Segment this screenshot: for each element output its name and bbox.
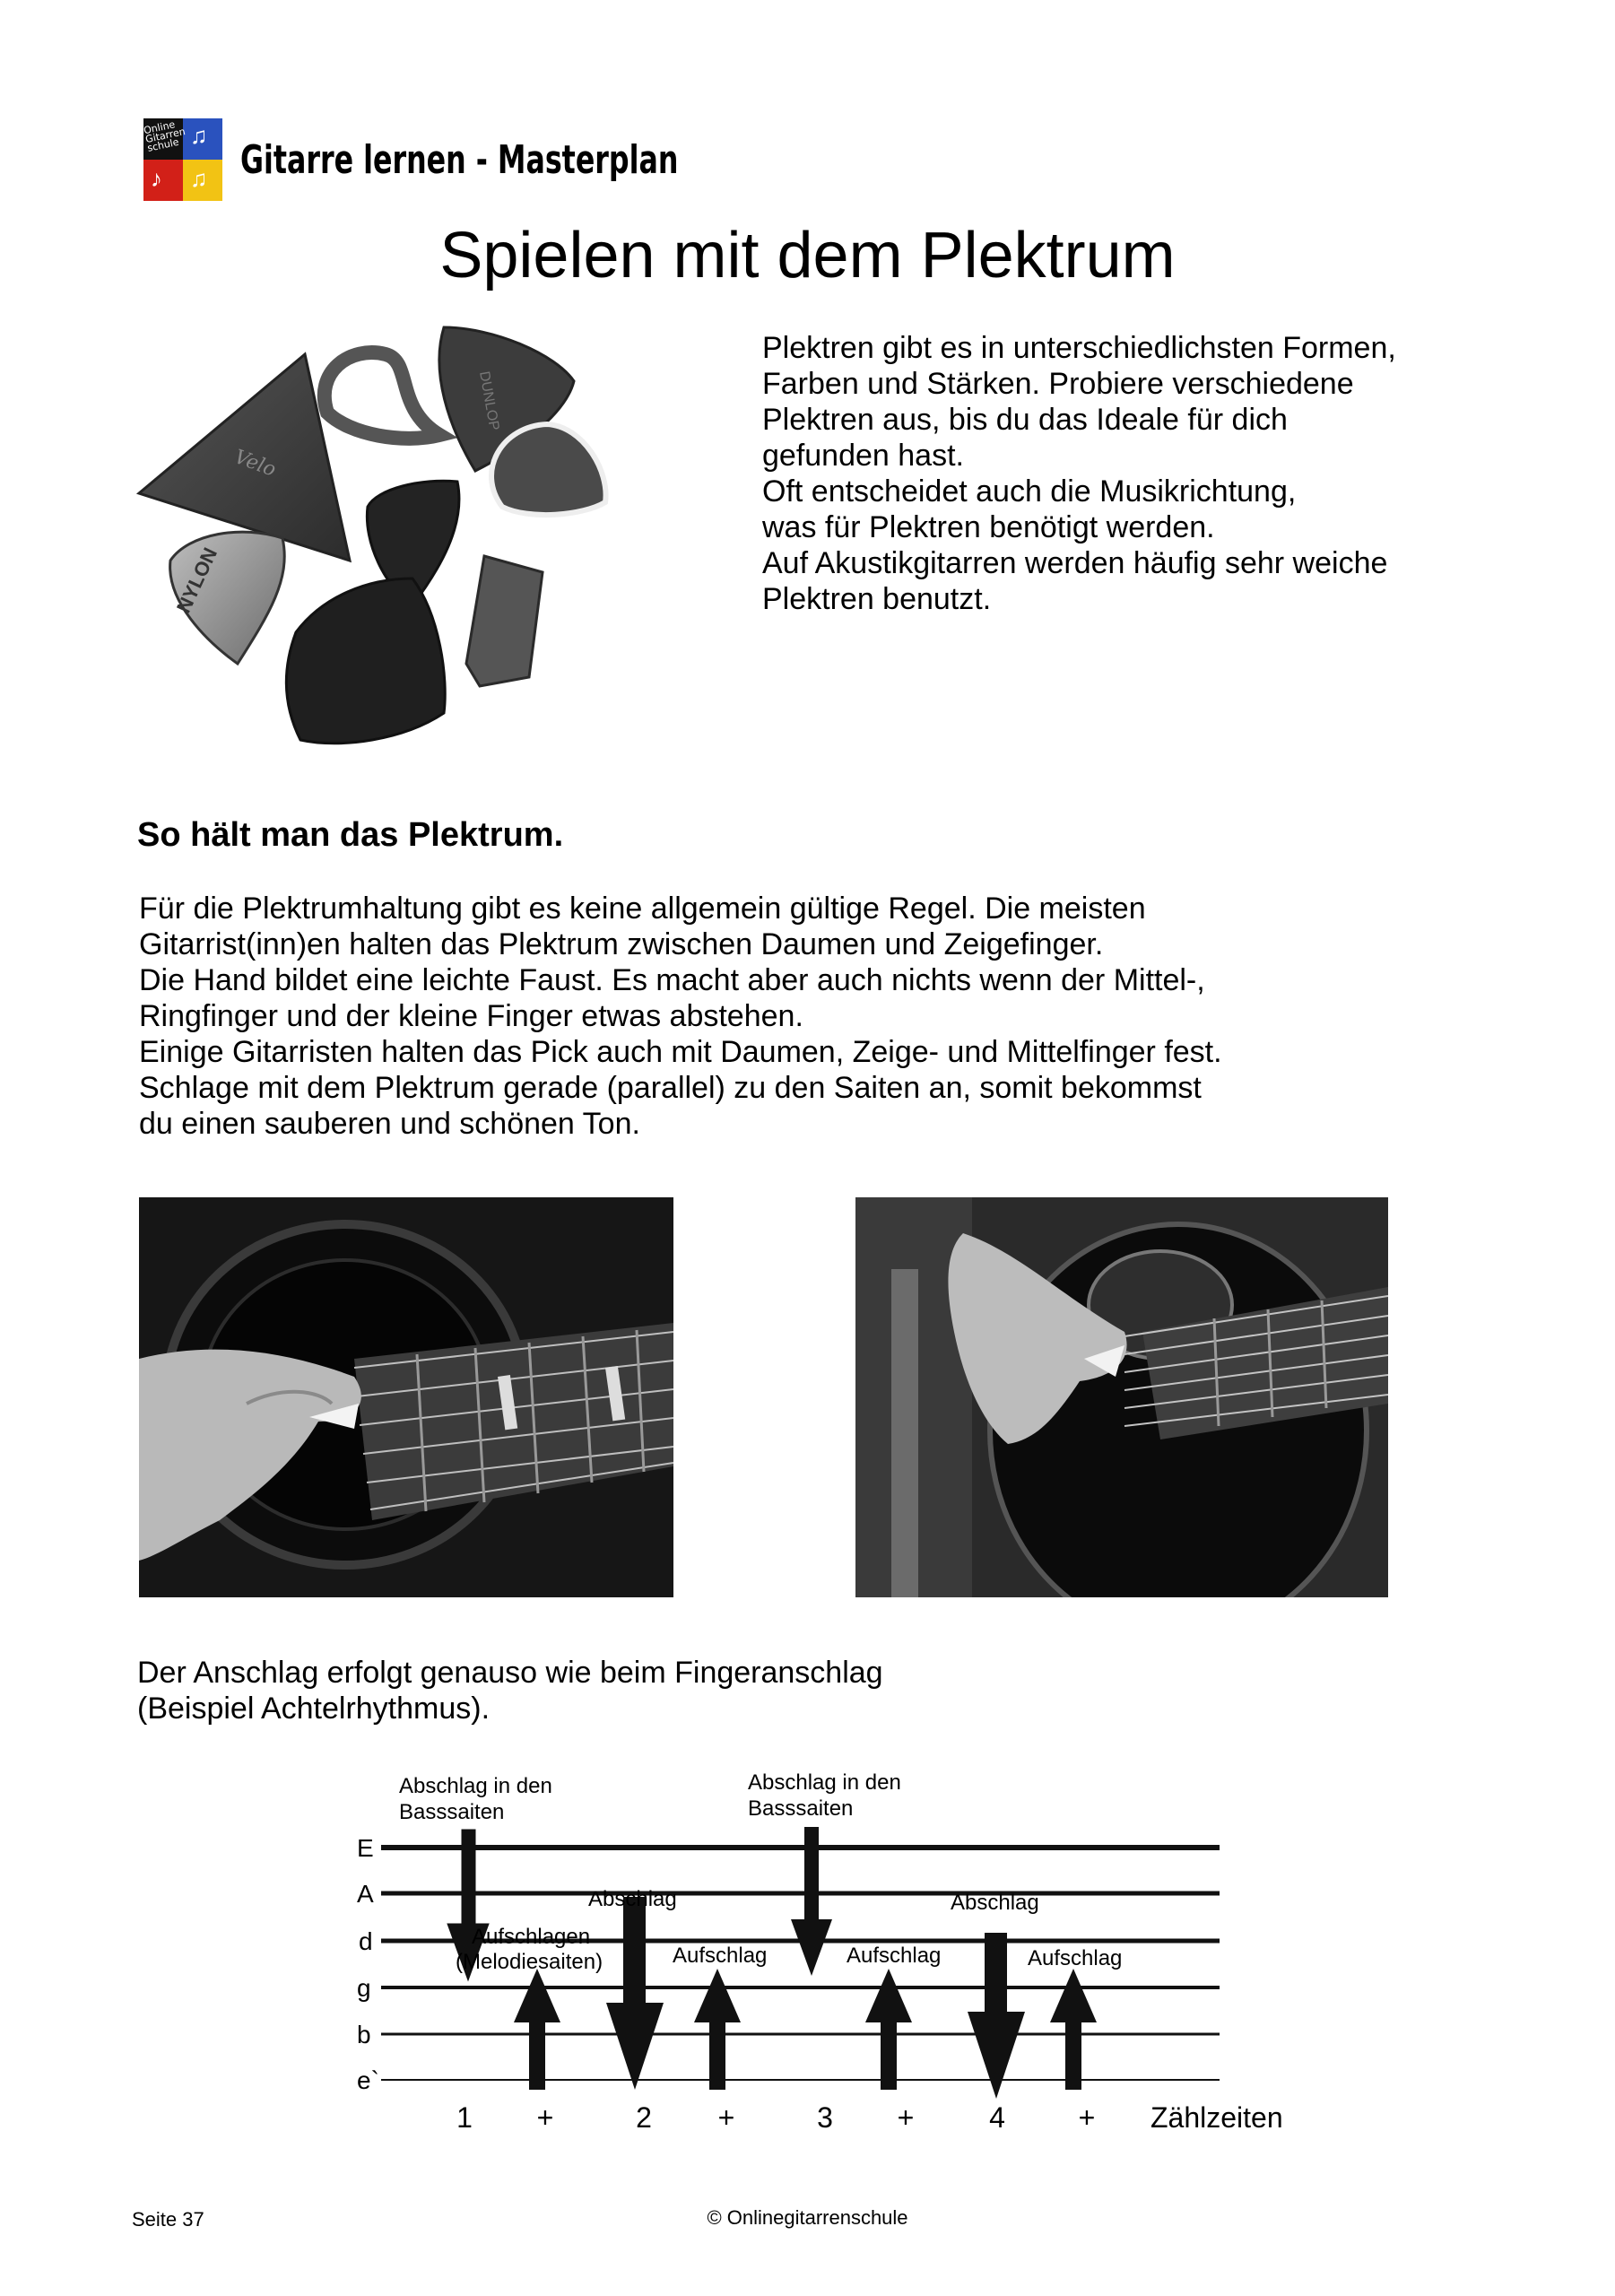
count-label: 3 bbox=[817, 2101, 833, 2134]
count-label: + bbox=[717, 2101, 735, 2134]
abschlag-label: Abschlag bbox=[588, 1887, 677, 1911]
thumb-pick bbox=[325, 352, 439, 439]
guitarist-icon: ♪ bbox=[151, 165, 162, 192]
intro-line: Auf Akustikgitarren werden häufig sehr weiche bbox=[762, 546, 1388, 580]
holding-line: du einen sauberen und schönen Ton. bbox=[139, 1107, 640, 1141]
holding-line: Die Hand bildet eine leichte Faust. Es macht aber auch nichts wenn der Mittel-, bbox=[139, 963, 1205, 997]
aufschlagen-label: Aufschlagen bbox=[472, 1925, 591, 1949]
strumming-diagram bbox=[341, 1762, 1336, 2148]
page-number: Seite 37 bbox=[132, 2208, 204, 2231]
aufschlag-label: Aufschlag bbox=[1028, 1946, 1123, 1970]
page-header bbox=[143, 118, 848, 201]
string-label: E bbox=[357, 1834, 374, 1862]
pick-grip-photo-left bbox=[139, 1197, 673, 1597]
aufschlagen-label: (Melodiesaiten) bbox=[456, 1950, 603, 1974]
string-label: b bbox=[357, 2021, 371, 2048]
logo-text: Online Gitarren schule bbox=[143, 118, 187, 154]
string-label: g bbox=[357, 1974, 371, 2002]
guitarist-icon: ♫ bbox=[190, 165, 208, 192]
intro-line: Plektren aus, bis du das Ideale für dich bbox=[762, 403, 1288, 437]
holding-line: Ringfinger und der kleine Finger etwas abstehen. bbox=[139, 999, 803, 1033]
holding-line: Einige Gitarristen halten das Pick auch mit Daumen, Zeige- und Mittelfinger fest. bbox=[139, 1035, 1222, 1069]
count-label: + bbox=[536, 2101, 554, 2134]
intro-line: Plektren gibt es in unterschiedlichsten Formen, bbox=[762, 331, 1396, 365]
section-heading: So hält man das Plektrum. bbox=[137, 816, 564, 854]
bass-label: Basssaiten bbox=[399, 1800, 505, 1824]
intro-line: Oft entscheidet auch die Musikrichtung, bbox=[762, 474, 1297, 509]
bass-label: Abschlag in den bbox=[748, 1770, 901, 1795]
stroke-text bbox=[137, 1655, 1393, 1726]
holding-line: Gitarrist(inn)en halten das Plektrum zwischen Daumen und Zeigefinger. bbox=[139, 927, 1104, 961]
count-label: + bbox=[1078, 2101, 1096, 2134]
brand-title: Gitarre lernen - Masterplan bbox=[240, 136, 679, 183]
count-label: 4 bbox=[989, 2101, 1005, 2134]
counts-caption: Zählzeiten bbox=[1150, 2101, 1283, 2134]
intro-line: was für Plektren benötigt werden. bbox=[762, 510, 1215, 544]
stroke-line: (Beispiel Achtelrhythmus). bbox=[137, 1692, 491, 1726]
edged-pick bbox=[491, 424, 606, 515]
bass-label: Abschlag in den bbox=[399, 1774, 552, 1798]
svg-text:DUNLOP: DUNLOP bbox=[476, 370, 502, 432]
string-label: A bbox=[357, 1880, 374, 1908]
holding-text bbox=[139, 891, 1484, 1142]
school-logo bbox=[143, 118, 222, 201]
intro-line: gefunden hast. bbox=[762, 439, 964, 473]
holding-line: Für die Plektrumhaltung gibt es keine allgemein gültige Regel. Die meisten bbox=[139, 891, 1146, 926]
intro-line: Farben und Stärken. Probiere verschiedene bbox=[762, 367, 1354, 401]
pick-grip-photo-right bbox=[855, 1197, 1388, 1597]
bass-label: Basssaiten bbox=[748, 1796, 854, 1821]
nylon-pick-label: NYLON bbox=[171, 544, 222, 617]
felt-pick bbox=[286, 578, 445, 744]
string-label: e` bbox=[357, 2066, 379, 2094]
guitarist-icon: ♫ bbox=[190, 122, 208, 149]
count-label: + bbox=[897, 2101, 915, 2134]
triangle-pick-label: Velo bbox=[230, 446, 279, 482]
down-arrow bbox=[606, 1897, 664, 2090]
intro-text bbox=[762, 330, 1480, 617]
picks-photo bbox=[135, 318, 655, 749]
intro-line: Plektren benutzt. bbox=[762, 582, 992, 616]
abschlag-label: Abschlag bbox=[951, 1891, 1039, 1915]
rectangle-pick bbox=[466, 556, 543, 686]
stroke-line: Der Anschlag erfolgt genauso wie beim Fingeranschlag bbox=[137, 1656, 883, 1690]
copyright: © Onlinegitarrenschule bbox=[707, 2206, 908, 2229]
count-label: 2 bbox=[636, 2101, 652, 2134]
aufschlag-label: Aufschlag bbox=[673, 1944, 768, 1968]
holding-line: Schlage mit dem Plektrum gerade (parallel) zu den Saiten an, somit bekommst bbox=[139, 1071, 1202, 1105]
down-arrow bbox=[968, 1933, 1025, 2099]
string-label: d bbox=[359, 1927, 373, 1955]
count-label: 1 bbox=[456, 2101, 473, 2134]
page-title: Spielen mit dem Plektrum bbox=[439, 220, 1176, 291]
aufschlag-label: Aufschlag bbox=[847, 1944, 942, 1968]
